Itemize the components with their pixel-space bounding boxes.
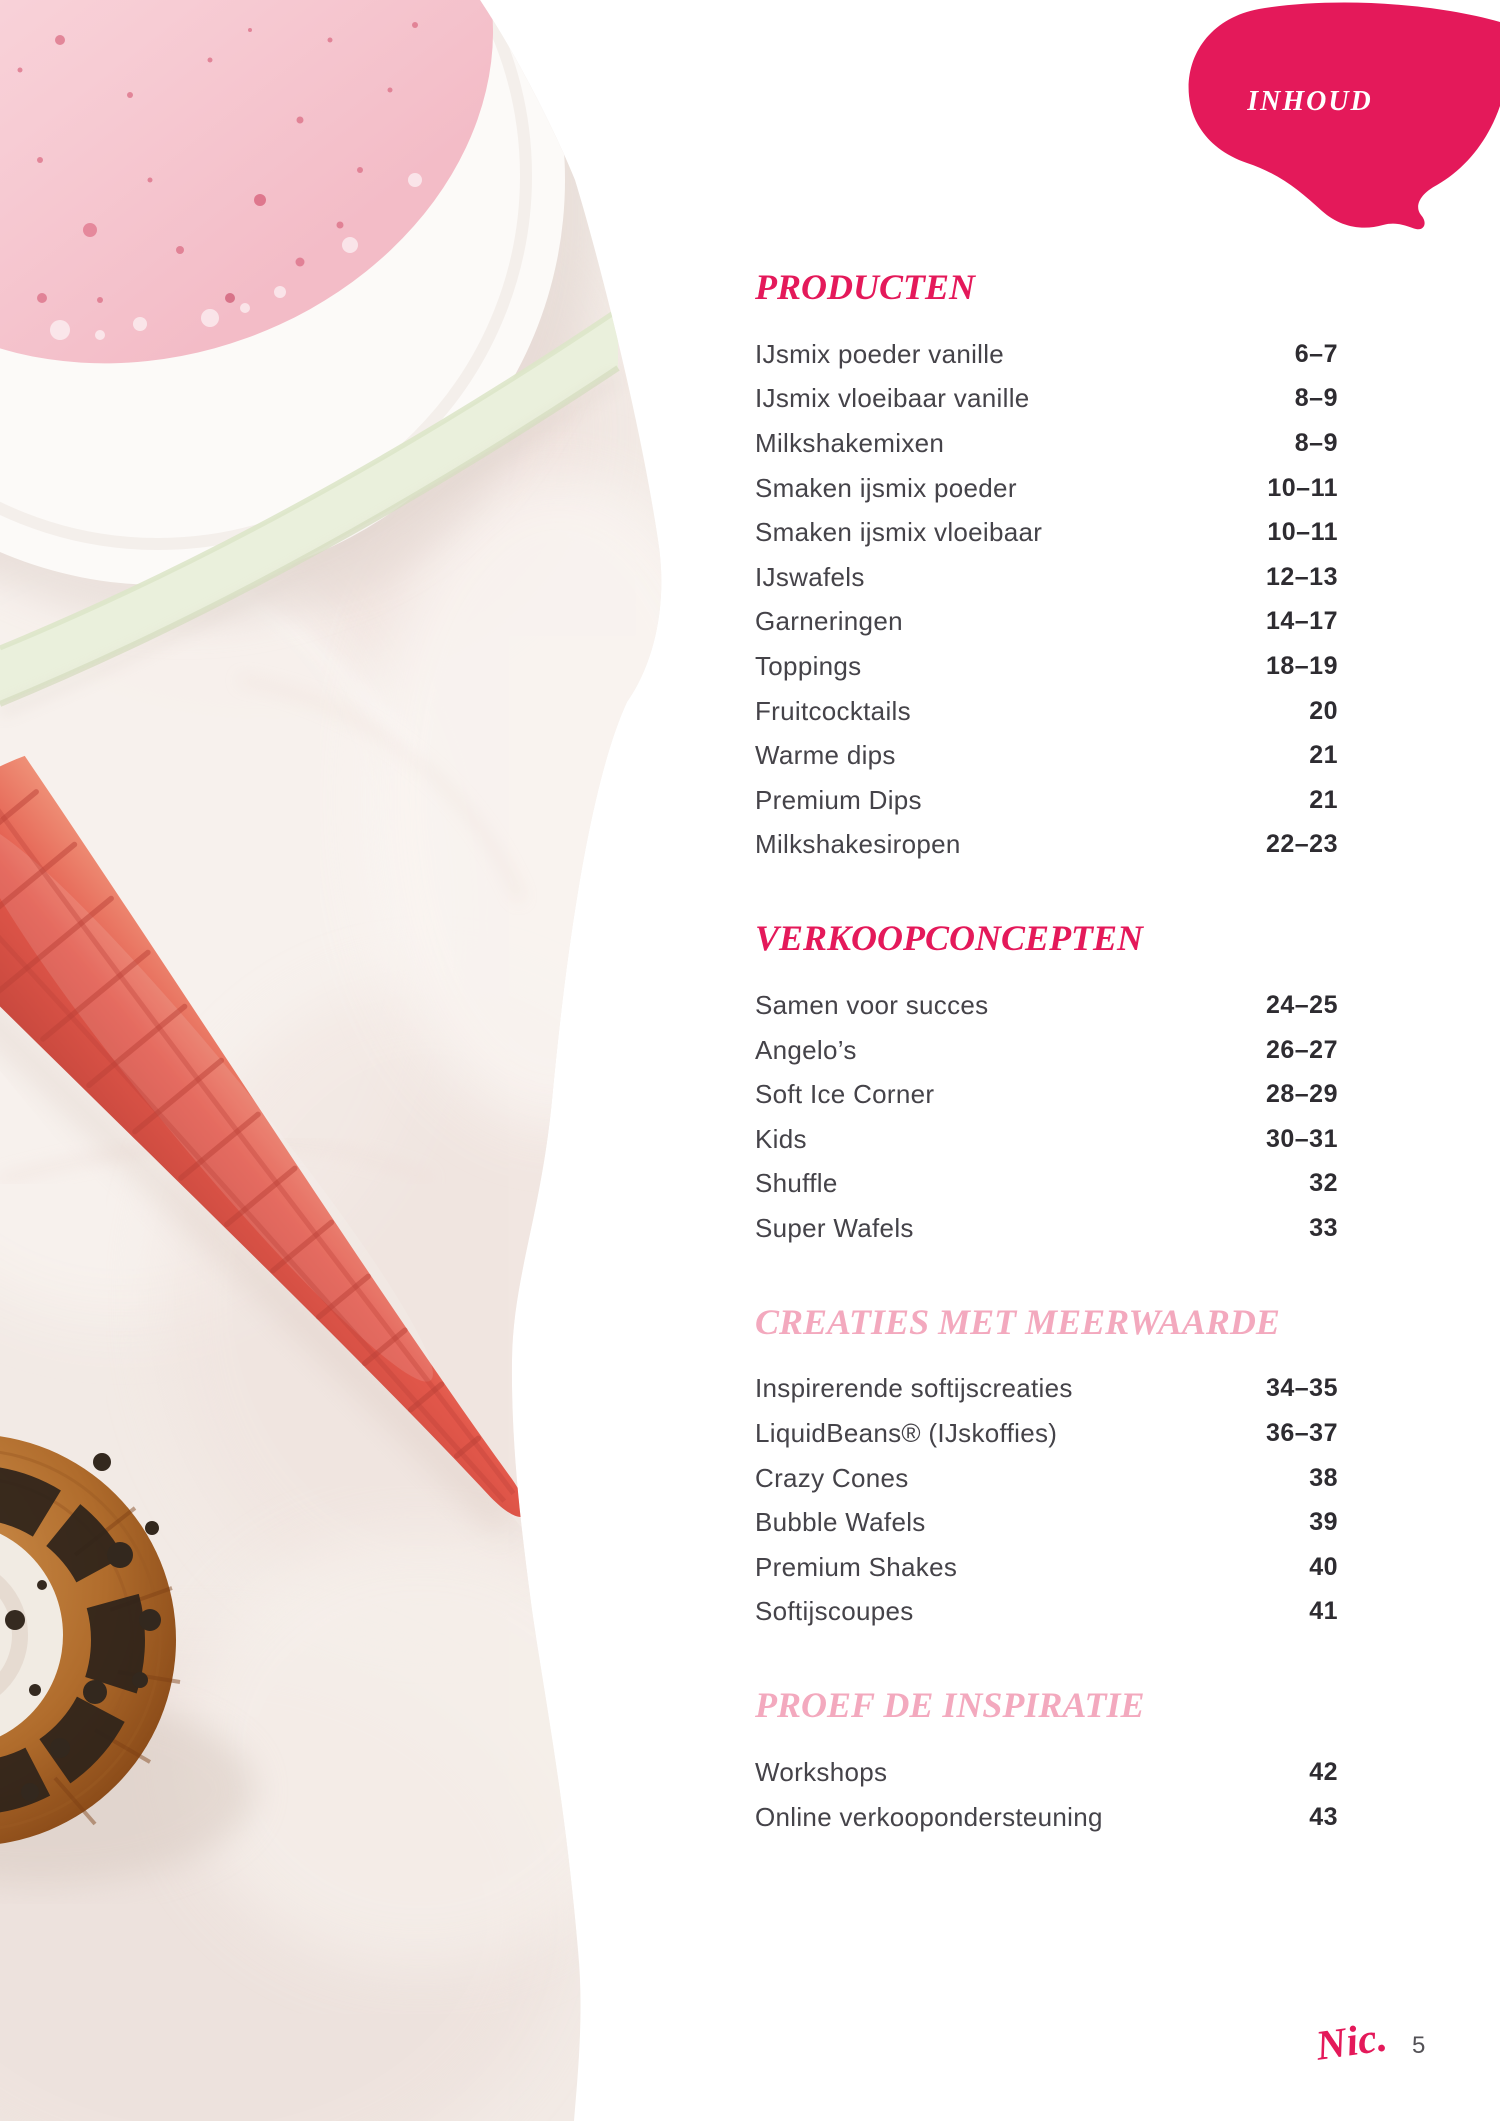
toc-row[interactable] xyxy=(755,377,1338,422)
toc-row[interactable] xyxy=(755,1590,1338,1635)
toc-item-label: Toppings xyxy=(755,650,862,681)
toc-item-label: Online verkoopondersteuning xyxy=(755,1801,1103,1832)
toc-row[interactable] xyxy=(755,1367,1338,1412)
toc-item-pages: 21 xyxy=(1309,741,1338,770)
toc-item-pages: 43 xyxy=(1309,1802,1338,1831)
toc-row[interactable] xyxy=(755,510,1338,555)
toc-row[interactable] xyxy=(755,1500,1338,1545)
toc-row[interactable] xyxy=(755,1206,1338,1251)
toc-row[interactable] xyxy=(755,555,1338,600)
toc-item-pages: 38 xyxy=(1309,1463,1338,1492)
toc-item-pages: 34–35 xyxy=(1265,1374,1338,1403)
toc-row[interactable] xyxy=(755,1028,1338,1073)
toc-item-pages: 12–13 xyxy=(1265,562,1338,591)
toc-item-label: Angelo’s xyxy=(755,1034,857,1065)
section-title-proef-de-inspiratie: PROEF DE INSPIRATIE xyxy=(755,1685,1145,1726)
toc-item-pages: 33 xyxy=(1309,1213,1338,1242)
toc-row[interactable] xyxy=(755,778,1338,823)
toc-item-label: Bubble Wafels xyxy=(755,1507,926,1538)
toc-row[interactable] xyxy=(755,733,1338,778)
toc-item-pages: 20 xyxy=(1309,696,1338,725)
toc-item-label: Warme dips xyxy=(755,740,896,771)
toc-item-label: Workshops xyxy=(755,1757,888,1788)
toc-item-pages: 28–29 xyxy=(1265,1080,1338,1109)
section-title-verkoopconcepten: VERKOOPCONCEPTEN xyxy=(755,918,1144,959)
toc-row[interactable] xyxy=(755,466,1338,511)
toc-item-label: Softijscoupes xyxy=(755,1596,914,1627)
toc-item-label: Garneringen xyxy=(755,606,903,637)
toc-row[interactable] xyxy=(755,1750,1338,1795)
toc xyxy=(755,268,1338,1839)
toc-item-label: Smaken ijsmix poeder xyxy=(755,472,1017,503)
toc-item-pages: 26–27 xyxy=(1265,1035,1338,1064)
toc-row[interactable] xyxy=(755,421,1338,466)
toc-item-label: Shuffle xyxy=(755,1168,838,1199)
toc-item-pages: 10–11 xyxy=(1267,518,1338,547)
toc-row[interactable] xyxy=(755,689,1338,734)
toc-item-label: Kids xyxy=(755,1123,807,1154)
toc-item-label: Milkshakesiropen xyxy=(755,829,961,860)
toc-item-pages: 41 xyxy=(1309,1597,1338,1626)
toc-row[interactable] xyxy=(755,1072,1338,1117)
toc-item-label: Premium Dips xyxy=(755,784,922,815)
toc-item-pages: 40 xyxy=(1309,1552,1338,1581)
toc-row[interactable] xyxy=(755,1117,1338,1162)
toc-row[interactable] xyxy=(755,1162,1338,1207)
toc-item-label: Soft Ice Corner xyxy=(755,1079,935,1110)
toc-row[interactable] xyxy=(755,600,1338,645)
toc-row[interactable] xyxy=(755,1795,1338,1840)
inhoud-badge xyxy=(1168,0,1500,246)
section-title-producten: PRODUCTEN xyxy=(755,267,976,307)
hero-photo xyxy=(0,0,680,2121)
toc-row[interactable] xyxy=(755,1456,1338,1501)
toc-item-label: Smaken ijsmix vloeibaar xyxy=(755,517,1043,548)
inhoud-badge-label: INHOUD xyxy=(1247,86,1373,117)
toc-item-pages: 39 xyxy=(1309,1508,1338,1537)
toc-item-pages: 32 xyxy=(1309,1169,1338,1198)
toc-item-pages: 14–17 xyxy=(1265,607,1338,636)
brand-logo: Nic. xyxy=(1313,2014,1391,2070)
toc-item-label: LiquidBeans® (IJskoffies) xyxy=(755,1418,1058,1449)
toc-item-label: Samen voor succes xyxy=(755,989,989,1020)
toc-item-label: IJsmix vloeibaar vanille xyxy=(755,383,1030,414)
toc-item-label: IJsmix poeder vanille xyxy=(755,338,1005,369)
toc-item-pages: 36–37 xyxy=(1265,1419,1338,1448)
toc-item-label: IJswafels xyxy=(755,561,865,592)
section-title-creaties-met-meerwaarde: CREATIES MET MEERWAARDE xyxy=(755,1301,1280,1342)
toc-item-label: Milkshakemixen xyxy=(755,427,945,458)
toc-item-pages: 8–9 xyxy=(1294,428,1338,457)
toc-item-pages: 18–19 xyxy=(1265,651,1338,680)
toc-item-pages: 42 xyxy=(1309,1758,1338,1787)
toc-row[interactable] xyxy=(755,1545,1338,1590)
toc-item-label: Premium Shakes xyxy=(755,1551,958,1582)
toc-item-label: Inspirerende softijscreaties xyxy=(755,1373,1073,1404)
toc-item-pages: 10–11 xyxy=(1267,473,1338,502)
toc-item-label: Crazy Cones xyxy=(755,1462,909,1493)
page-number: 5 xyxy=(1412,2032,1426,2059)
toc-row[interactable] xyxy=(755,644,1338,689)
toc-row[interactable] xyxy=(755,983,1338,1028)
toc-item-label: Fruitcocktails xyxy=(755,695,911,726)
toc-item-pages: 8–9 xyxy=(1294,384,1338,413)
toc-item-pages: 6–7 xyxy=(1294,339,1338,368)
toc-item-pages: 30–31 xyxy=(1265,1124,1338,1153)
toc-item-pages: 24–25 xyxy=(1265,990,1338,1019)
toc-row[interactable] xyxy=(755,332,1338,377)
toc-row[interactable] xyxy=(755,1411,1338,1456)
toc-item-label: Super Wafels xyxy=(755,1212,914,1243)
toc-item-pages: 21 xyxy=(1309,785,1338,814)
toc-item-pages: 22–23 xyxy=(1265,830,1338,859)
toc-row[interactable] xyxy=(755,823,1338,868)
